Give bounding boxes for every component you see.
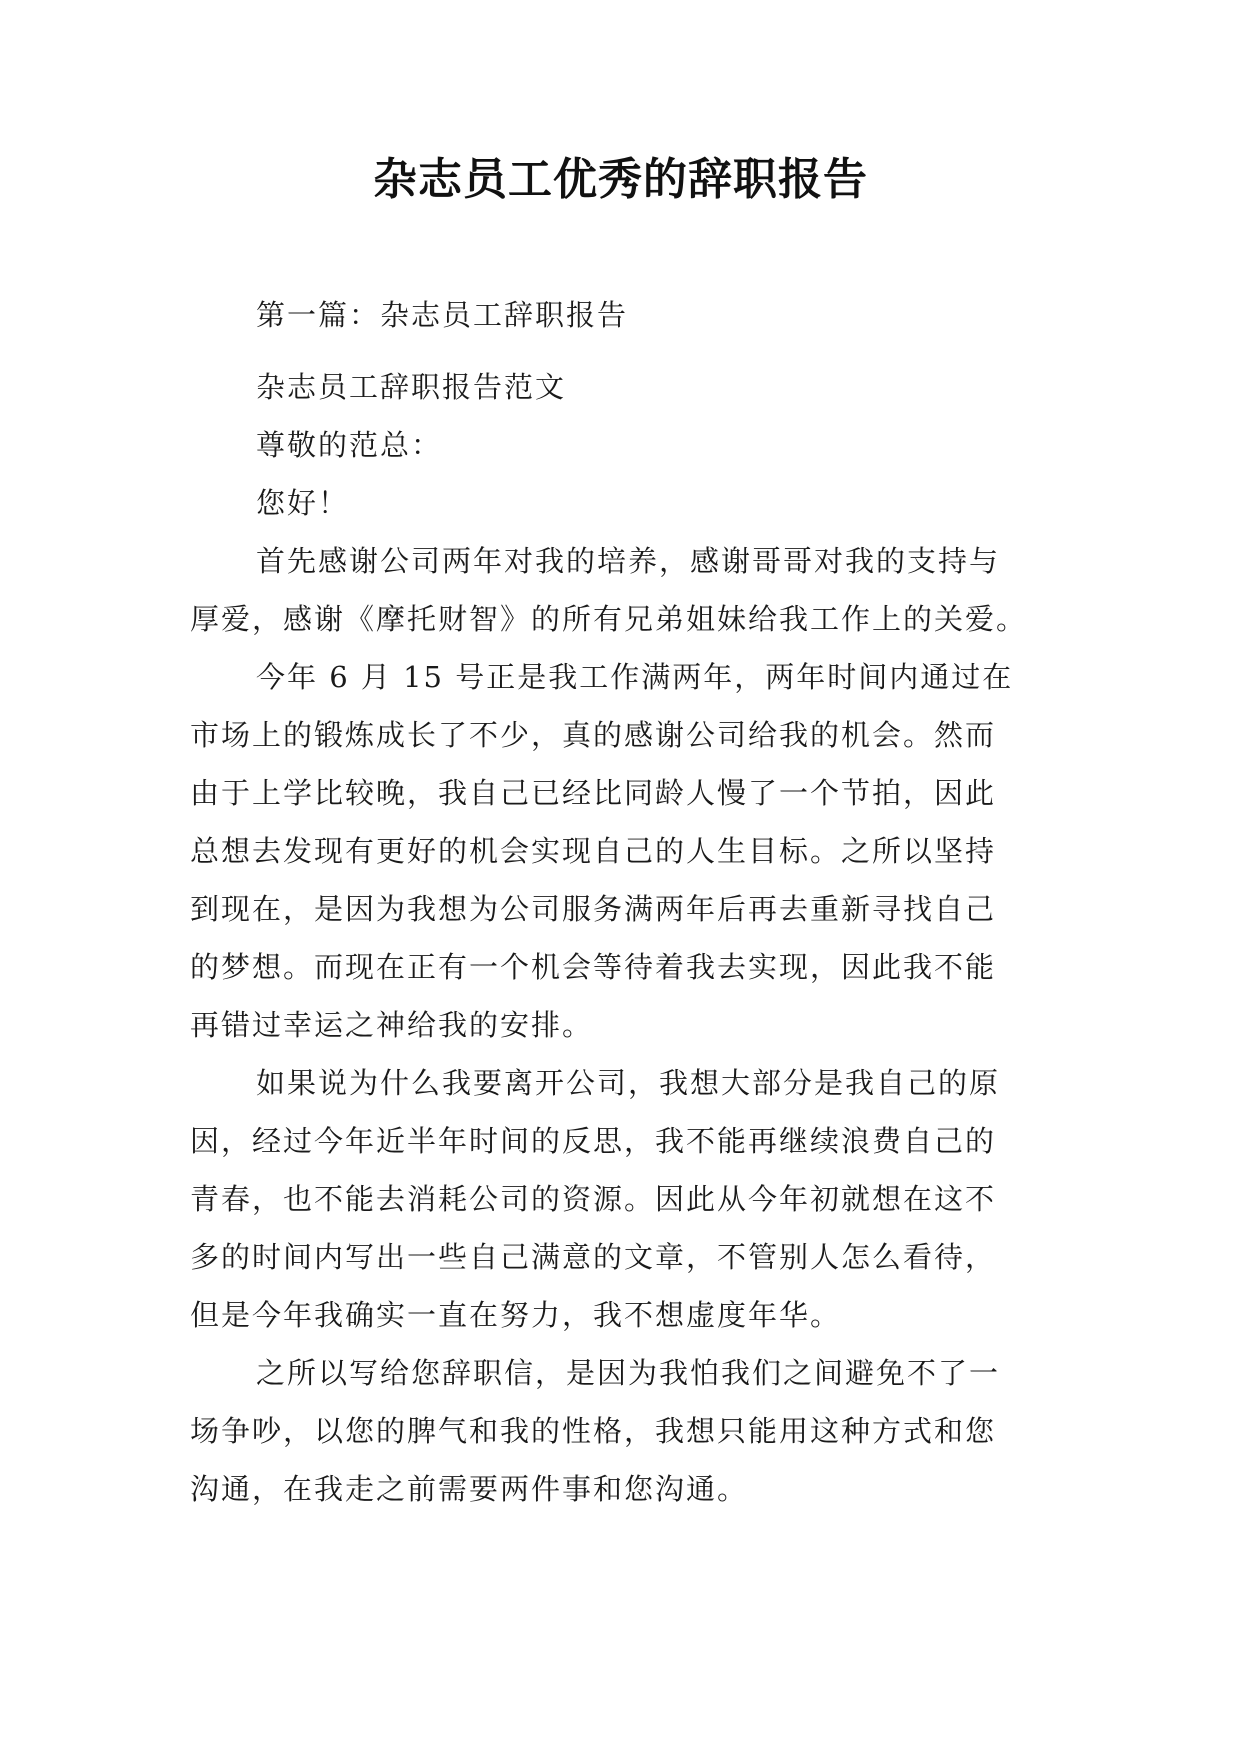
letter-greeting: 您好！ [256, 486, 350, 520]
document-title: 杂志员工优秀的辞职报告 [373, 154, 868, 205]
paragraph-line: 之所以写给您辞职信，是因为我怕我们之间避免不了一 [256, 1356, 1001, 1390]
paragraph-2 [190, 648, 1070, 1054]
paragraph-line: 再错过幸运之神给我的安排。 [190, 1008, 594, 1042]
paragraph-line: 到现在，是因为我想为公司服务满两年后再去重新寻找自己 [190, 892, 997, 926]
paragraph-line: 青春，也不能去消耗公司的资源。因此从今年初就想在这不 [190, 1182, 997, 1216]
paragraph-line: 场争吵，以您的脾气和我的性格，我想只能用这种方式和您 [190, 1414, 997, 1448]
paragraph-line: 多的时间内写出一些自己满意的文章，不管别人怎么看待， [190, 1240, 997, 1274]
paragraph-line: 首先感谢公司两年对我的培养，感谢哥哥对我的支持与 [256, 544, 1001, 578]
paragraph-line: 今年 6 月 15 号正是我工作满两年，两年时间内通过在 [256, 660, 1014, 694]
paragraph-line: 市场上的锻炼成长了不少，真的感谢公司给我的机会。然而 [190, 718, 997, 752]
letter-subtitle: 杂志员工辞职报告范文 [256, 370, 567, 404]
paragraph-line: 由于上学比较晚，我自己已经比同龄人慢了一个节拍，因此 [190, 776, 997, 810]
letter-salutation: 尊敬的范总： [256, 428, 443, 462]
paragraph-line: 的梦想。而现在正有一个机会等待着我去实现，因此我不能 [190, 950, 997, 984]
section-heading: 第一篇：杂志员工辞职报告 [256, 298, 629, 332]
paragraph-1 [190, 532, 1070, 648]
paragraph-line: 因，经过今年近半年时间的反思，我不能再继续浪费自己的 [190, 1124, 997, 1158]
paragraph-line: 如果说为什么我要离开公司，我想大部分是我自己的原 [256, 1066, 1001, 1100]
paragraph-3 [190, 1054, 1070, 1344]
paragraph-line: 沟通，在我走之前需要两件事和您沟通。 [190, 1472, 749, 1506]
paragraph-line: 但是今年我确实一直在努力，我不想虚度年华。 [190, 1298, 842, 1332]
paragraph-line: 总想去发现有更好的机会实现自己的人生目标。之所以坚持 [190, 834, 997, 868]
letter-body [190, 358, 1070, 1518]
paragraph-4 [190, 1344, 1070, 1518]
paragraph-line: 厚爱，感谢《摩托财智》的所有兄弟姐妹给我工作上的关爱。 [190, 602, 1028, 636]
